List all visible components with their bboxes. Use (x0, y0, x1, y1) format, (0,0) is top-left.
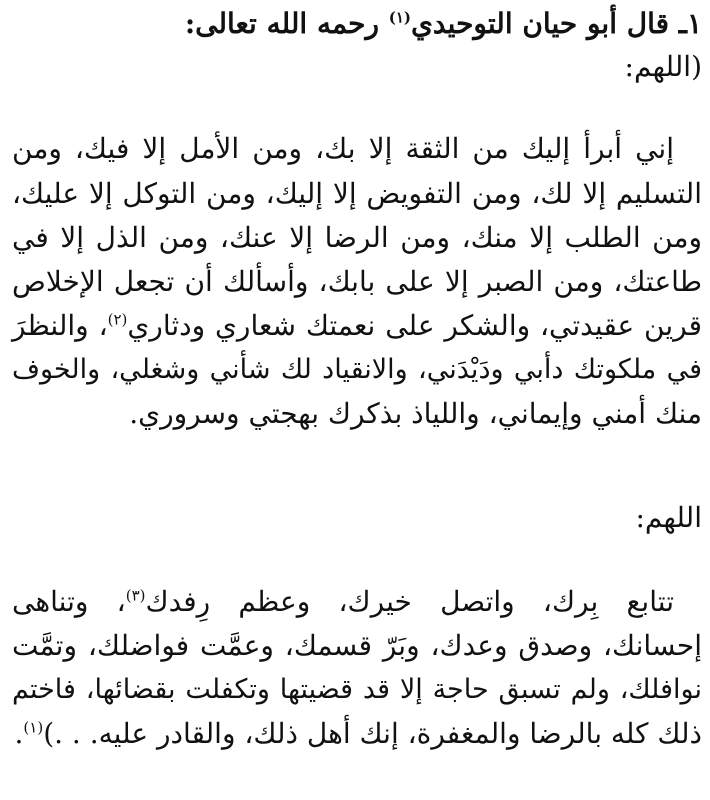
footnote-ref: (١) (23, 718, 44, 737)
paragraph-line (15, 714, 703, 754)
footnote-ref: (٢) (107, 310, 128, 329)
paragraph-line: نوافلك، ولم تسبق حاجة إلا قد قضيتها وتكفلت بقضائها، فاختم (12, 674, 702, 705)
line-text: ذلك كله بالرضا والمغفرة، إنك أهل ذلك، والقادر عليه. . .) (43, 717, 702, 750)
line-text: . (14, 717, 24, 750)
invocation-heading: اللهم: (635, 501, 702, 534)
footnote-ref: (٣) (125, 586, 146, 605)
paragraph-line: ومن الطلب إلا منك، ومن الرضا إلا عنك، ومن الذل إلا في (12, 221, 702, 254)
paragraph-line: في ملكوتك دأبي ودَيْدَني، والانقياد لك شأني وشغلي، والخوف (12, 354, 702, 385)
footnote-ref: (١) (388, 8, 411, 27)
paragraph-line: منك أمني وإيماني، واللياذ بذكرك بهجتي وسروري. (129, 397, 702, 430)
line-text: ، والنظرَ (12, 309, 108, 342)
paragraph-line: طاعتك، ومن الصبر إلا على بابك، وأسألك أن تجعل الإخلاص (12, 265, 702, 298)
line-text: ، وتناهى (12, 585, 126, 618)
heading-intro: قال أبو حيان التوحيدي (411, 7, 669, 40)
heading-tail: رحمه الله تعالى: (184, 7, 379, 40)
paragraph-line (12, 582, 702, 622)
paragraph-line: إني أبرأ إليك من الثقة إلا بك، ومن الأمل إلا فيك، ومن (12, 132, 674, 165)
document-page (12, 0, 702, 800)
paragraph-line: التسليم إلا لك، ومن التفويض إلا إليك، ومن التوكل إلا عليك، (12, 177, 702, 210)
section-number: ١ـ (678, 7, 702, 40)
line-text: قرين عقيدتي، والشكر على نعمتك شعاري ودثاري (127, 309, 702, 342)
invocation-heading: (اللهم: (624, 50, 702, 83)
paragraph-line: إحسانك، وصدق وعدك، وبَرّ قسمك، وعمَّت فواضلك، وتمَّت (12, 629, 702, 662)
line-text: تتابع بِرك، واتصل خيرك، وعظم رِفدك (145, 585, 674, 618)
paragraph-line (12, 306, 702, 346)
section-heading (185, 4, 702, 44)
